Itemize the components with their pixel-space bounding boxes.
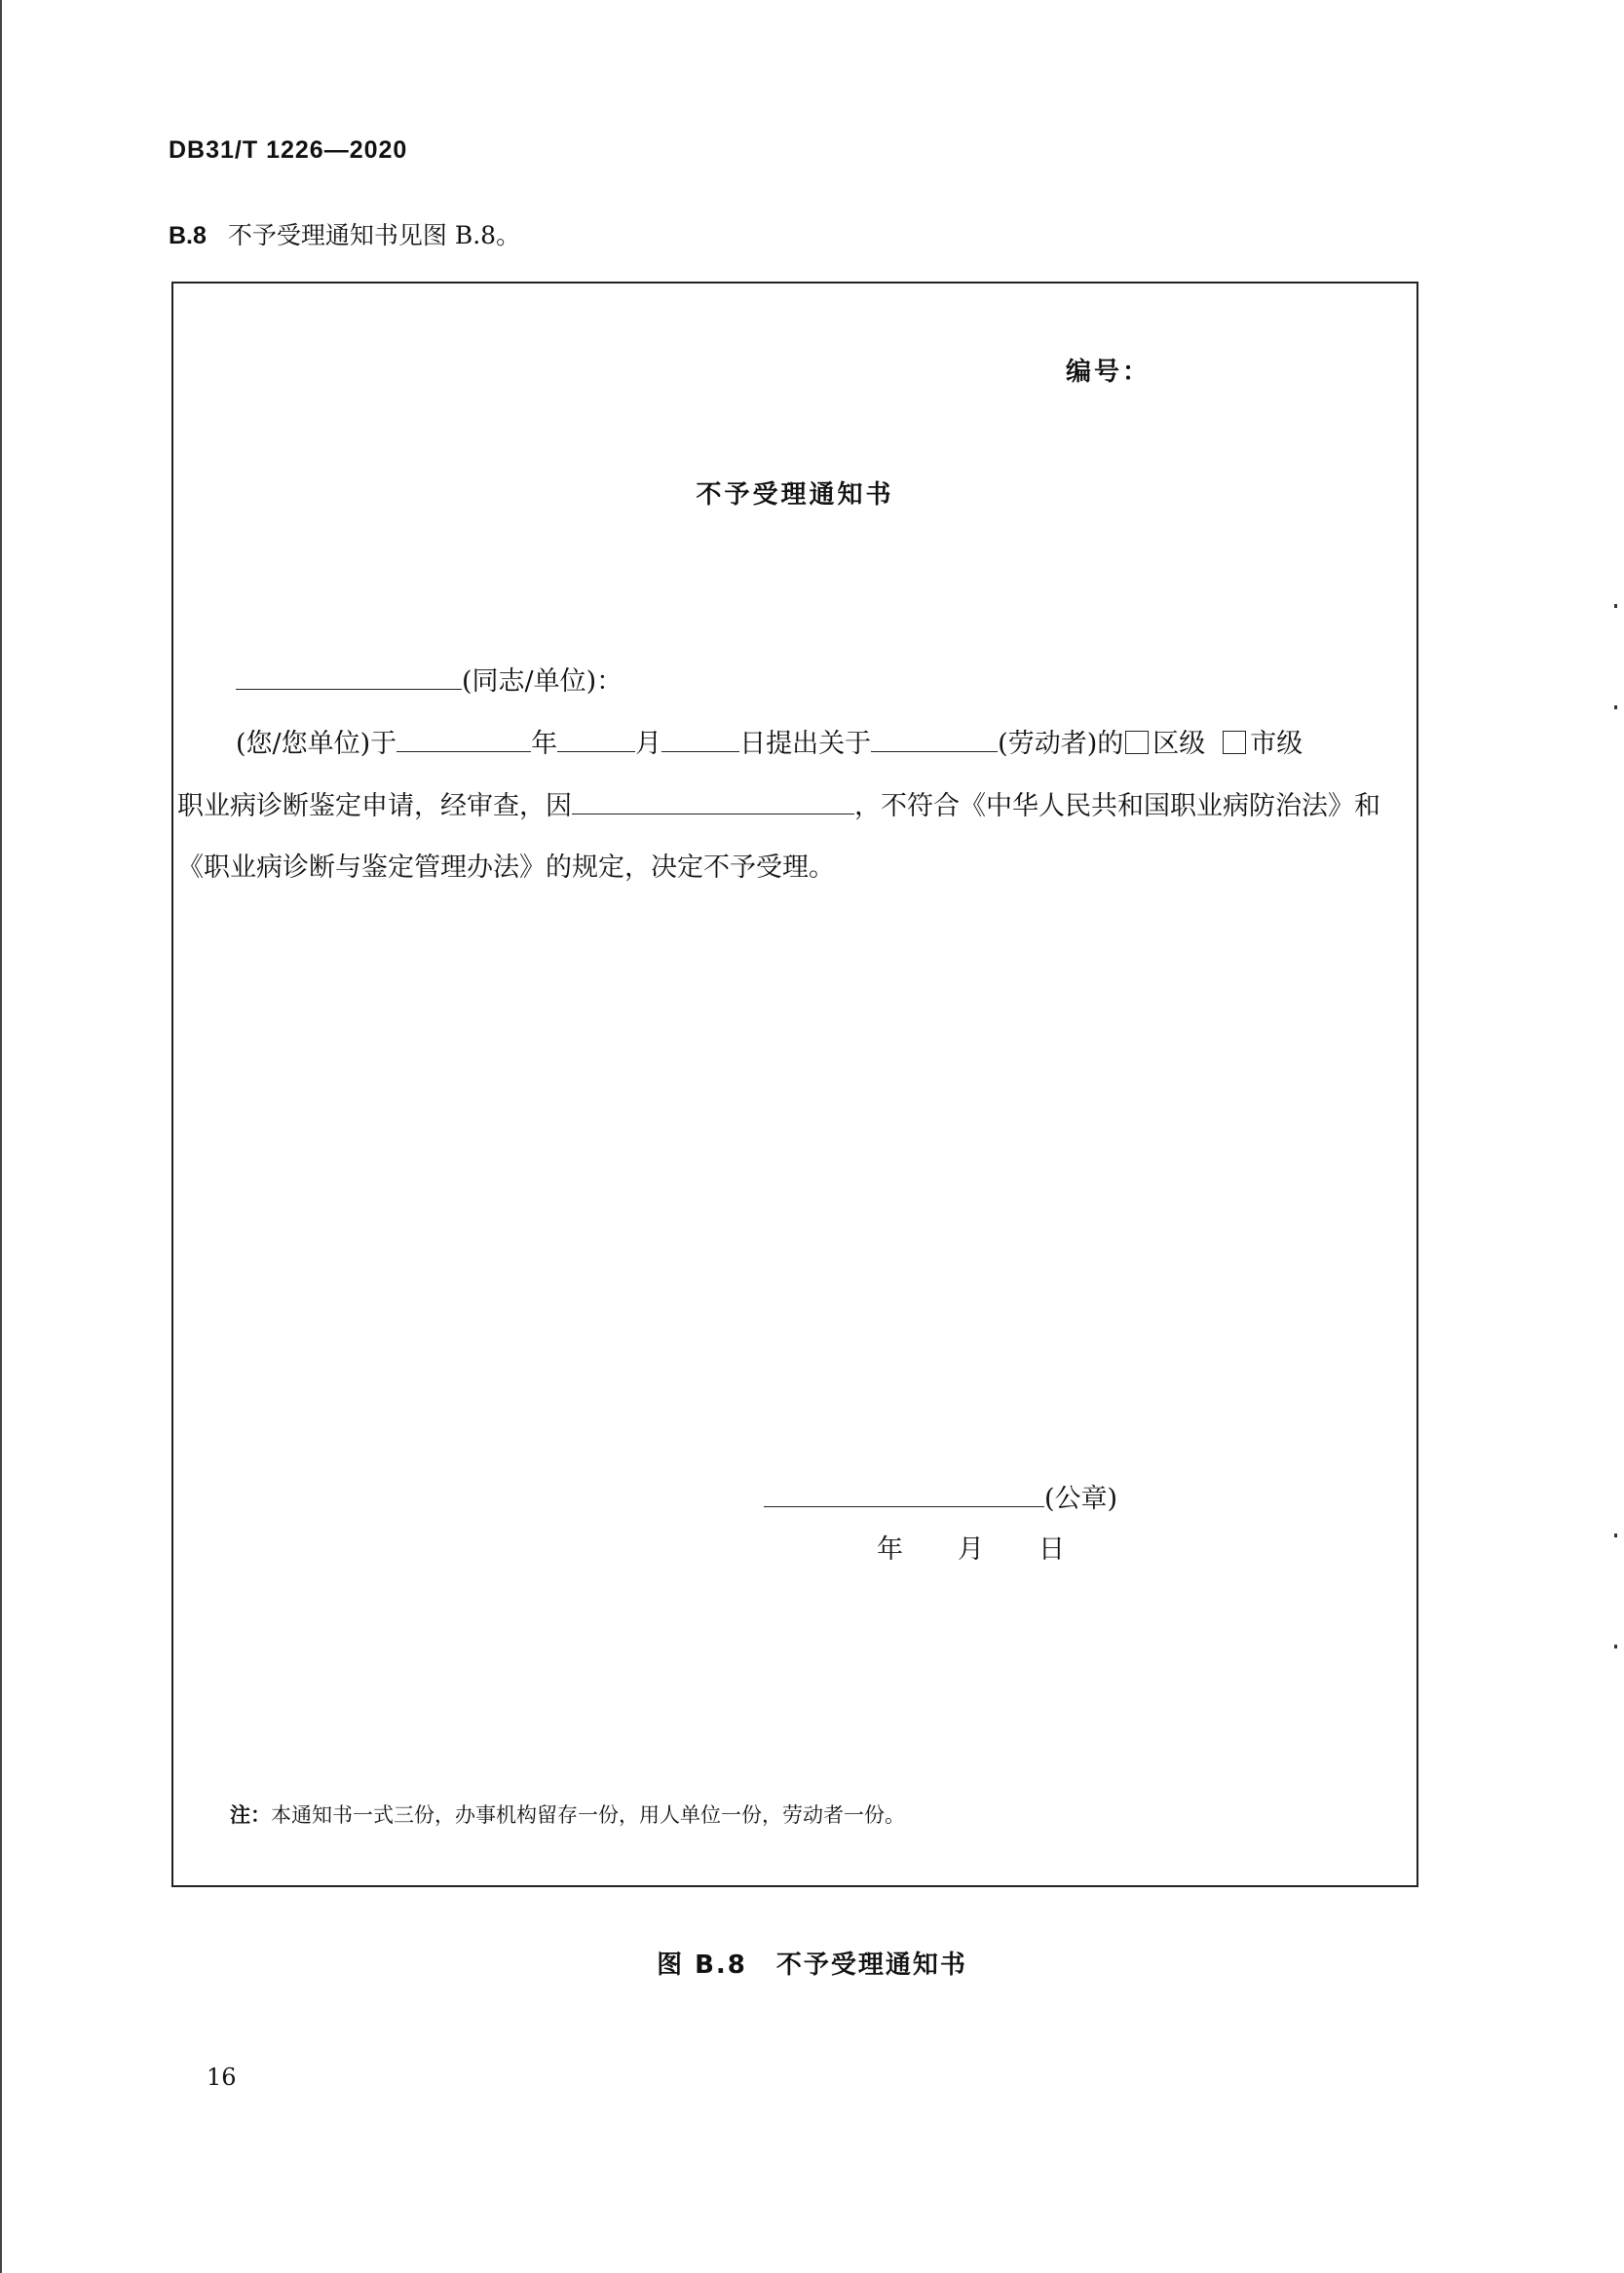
notice-form (171, 282, 1418, 1887)
body-line-1 (236, 724, 1303, 764)
page-edge-line (0, 0, 2, 2273)
worker-blank[interactable] (871, 724, 998, 752)
reason-blank[interactable] (572, 786, 854, 814)
figure-caption (0, 1945, 1624, 1981)
note-text: 本通知书一式三份，办事机构留存一份，用人单位一份，劳动者一份。 (271, 1803, 905, 1827)
day-blank[interactable] (661, 724, 739, 752)
form-note (230, 1799, 905, 1829)
figure-title: 不予受理通知书 (775, 1951, 967, 1980)
page-number: 16 (207, 2064, 237, 2091)
seal-label: (公章) (1044, 1484, 1118, 1514)
seal-line (764, 1479, 1117, 1519)
note-label: 注： (230, 1803, 271, 1827)
worker-label: (劳动者)的 (998, 729, 1124, 759)
serial-number-label: 编号： (1066, 358, 1152, 387)
body-line-2 (177, 786, 1380, 826)
decision-text: 《职业病诊断与鉴定管理办法》的规定，决定不予受理。 (177, 852, 835, 883)
district-level-label: 区级 (1152, 729, 1206, 759)
signature-year-label: 年 (877, 1534, 903, 1565)
seal-blank[interactable] (764, 1479, 1044, 1507)
signature-day-label: 日 (1039, 1534, 1065, 1565)
scan-mark (1614, 1645, 1617, 1648)
day-label: 日提出关于 (739, 729, 872, 759)
law-reference-text: ，不符合《中华人民共和国职业病防治法》和 (854, 791, 1380, 821)
section-heading (169, 216, 520, 251)
district-level-checkbox[interactable] (1125, 731, 1149, 754)
body-line-3 (177, 849, 835, 888)
form-title: 不予受理通知书 (696, 480, 894, 510)
section-text: 不予受理通知书见图 B.8。 (227, 221, 521, 249)
month-label: 月 (635, 729, 662, 759)
review-text: 职业病诊断鉴定申请，经审查，因 (177, 791, 572, 821)
scan-mark (1614, 1534, 1617, 1537)
city-level-label: 市级 (1250, 729, 1303, 759)
application-intro: (您/您单位)于 (236, 729, 397, 759)
section-number: B.8 (169, 222, 207, 249)
figure-number: 图 B.8 (657, 1951, 747, 1980)
city-level-checkbox[interactable] (1223, 731, 1246, 754)
scan-mark (1614, 705, 1617, 709)
signature-month-label: 月 (958, 1534, 984, 1565)
addressee-line (236, 662, 623, 701)
standard-code: DB31/T 1226—2020 (169, 136, 408, 164)
month-blank[interactable] (557, 724, 635, 752)
scan-mark (1614, 604, 1617, 608)
year-label: 年 (531, 729, 558, 759)
addressee-suffix: (同志/单位)： (462, 666, 623, 697)
year-blank[interactable] (397, 724, 531, 752)
addressee-blank[interactable] (236, 662, 462, 690)
signature-date (877, 1531, 1065, 1570)
